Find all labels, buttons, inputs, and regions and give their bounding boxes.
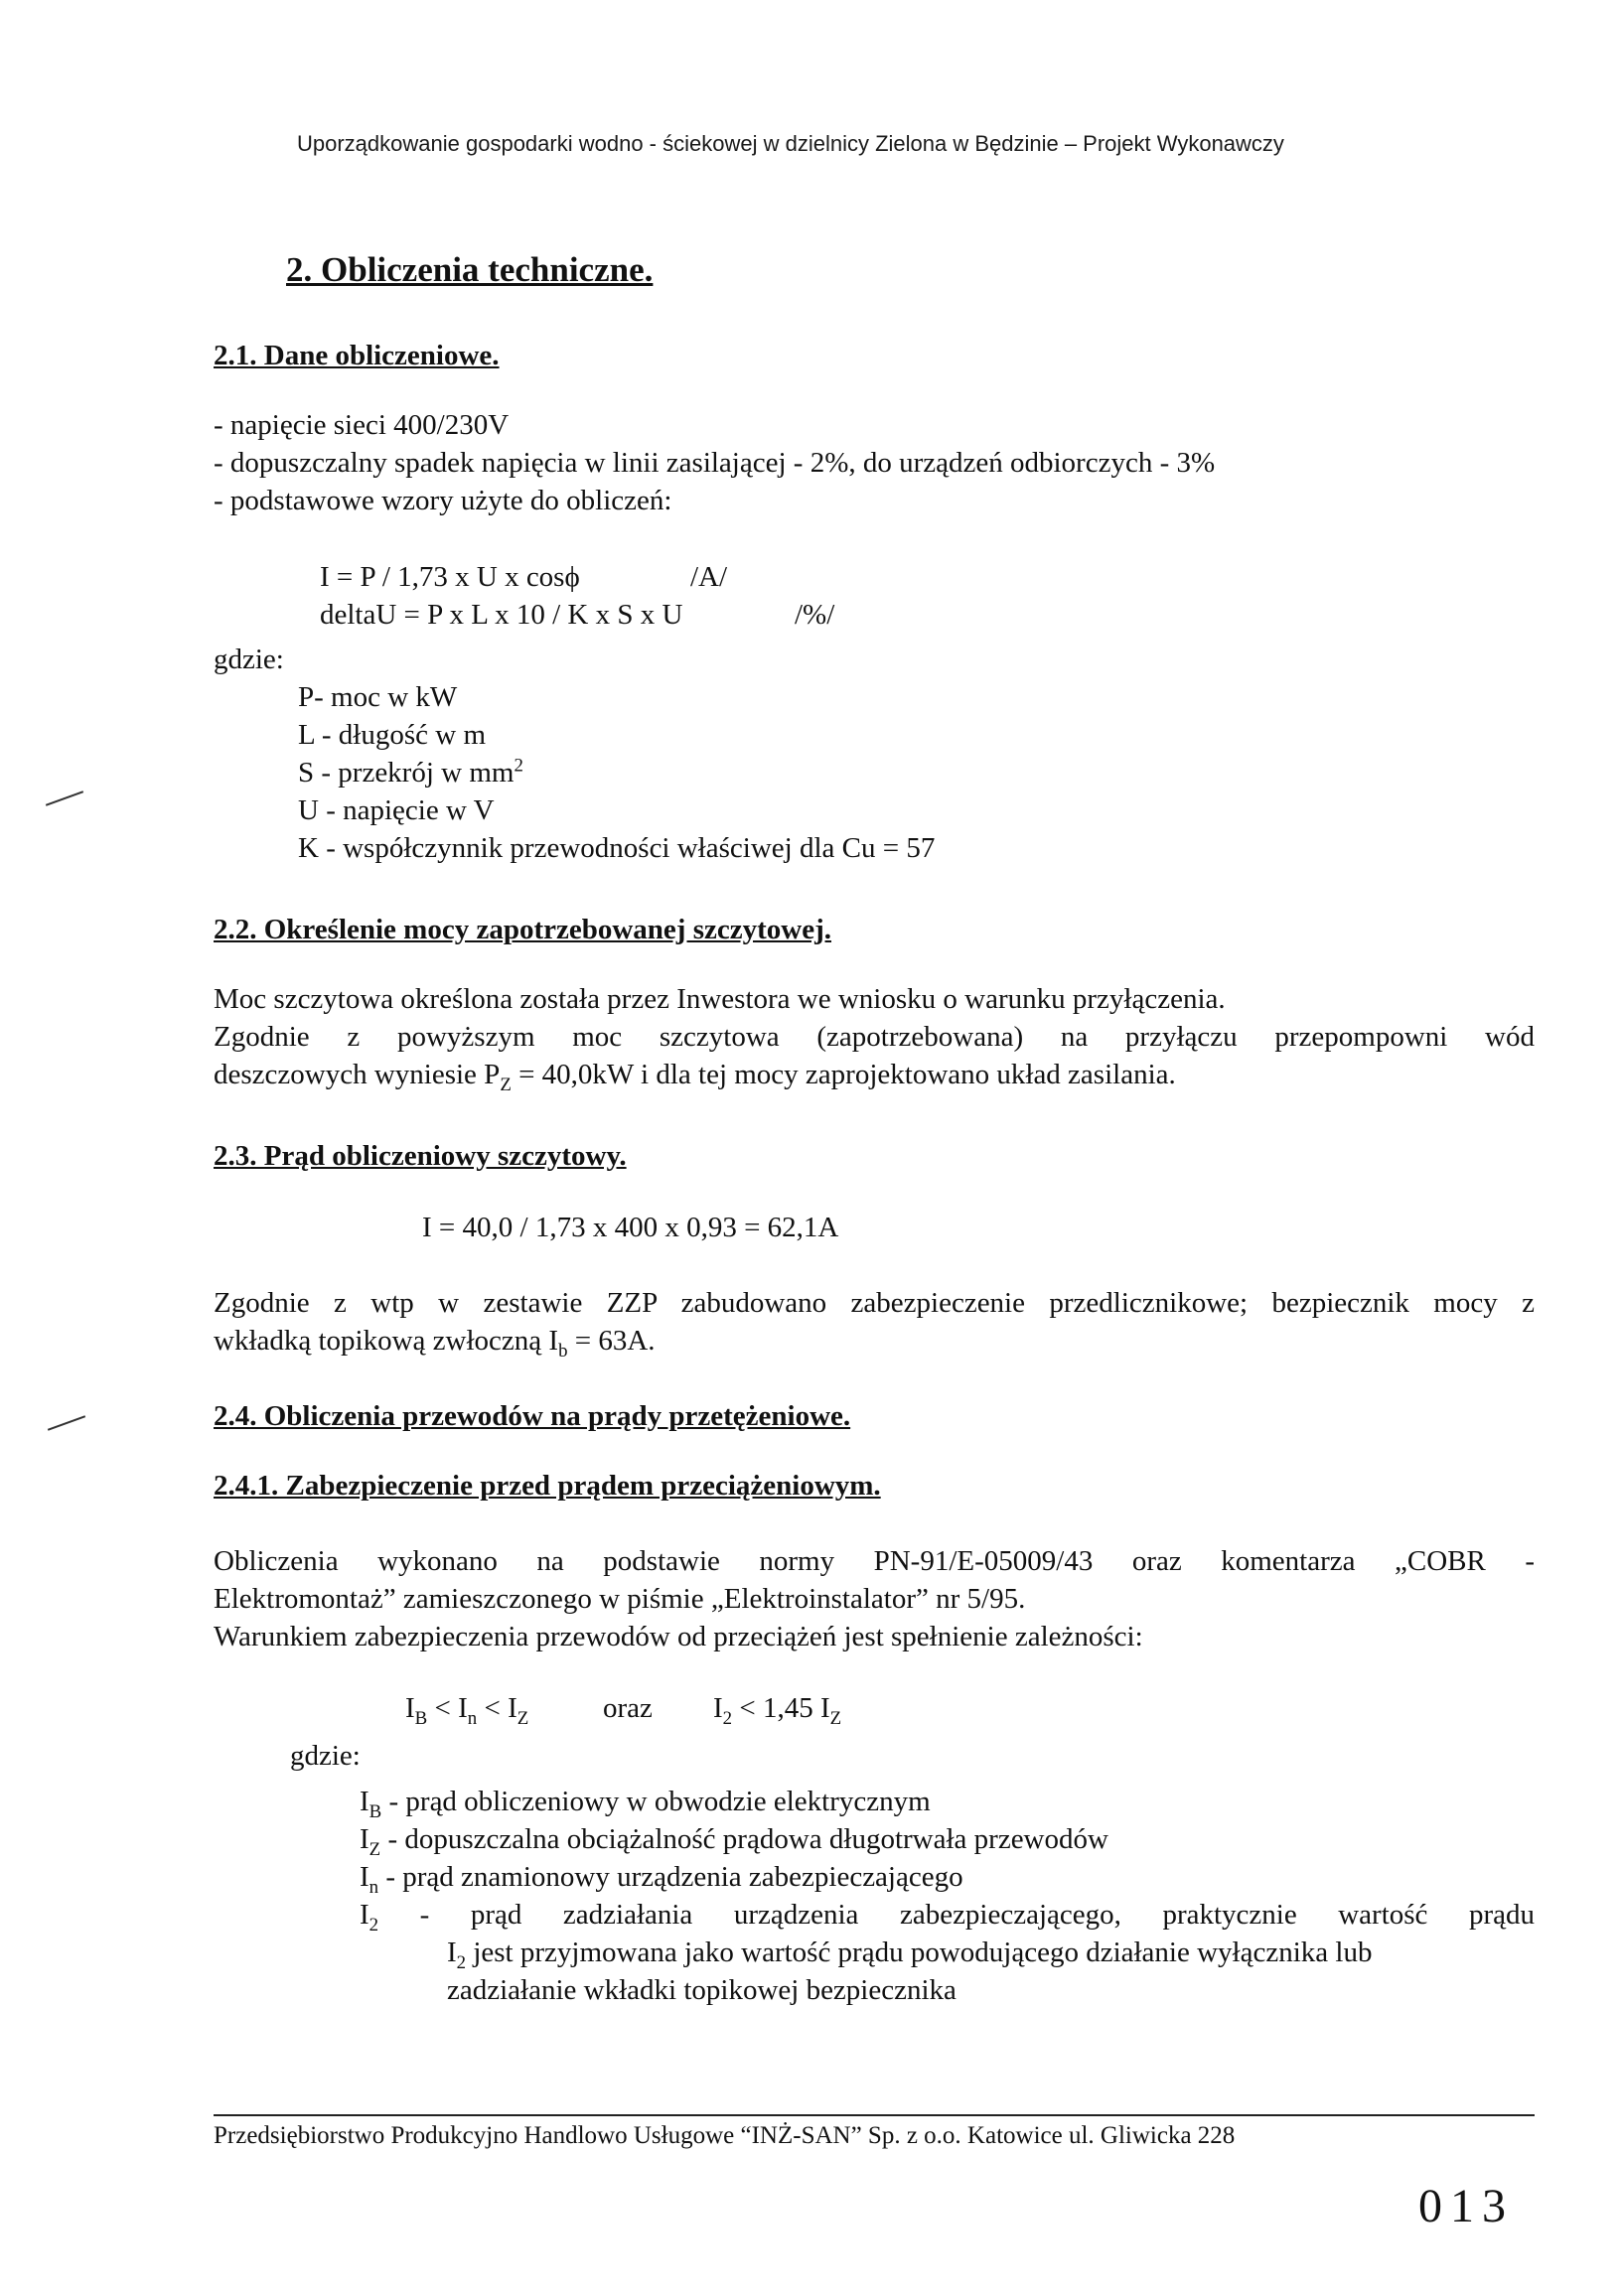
def-conductivity: K - współczynnik przewodności właściwej dla Cu = 57 bbox=[298, 832, 936, 864]
bullet-formulas: - podstawowe wzory użyte do obliczeń: bbox=[214, 485, 672, 516]
bullet-voltage-drop: - dopuszczalny spadek napięcia w linii zasilającej - 2%, do urządzeń odbiorczych - 3% bbox=[214, 447, 1216, 479]
formula-current: I = P / 1,73 x U x cosϕ bbox=[320, 561, 580, 593]
formula-peak-current: I = 40,0 / 1,73 x 400 x 0,93 = 62,1A bbox=[422, 1212, 839, 1243]
paragraph-line: wkładką topikową zwłoczną $I_b = 63A$. bbox=[214, 1325, 656, 1362]
def-cross-section: S - przekrój w $mm^2$ bbox=[298, 755, 523, 789]
def-tripping-current: $I_2$ - prąd zadziałania urządzenia zabezpieczającego, praktycznie wartość prądu bbox=[360, 1899, 1535, 1936]
paragraph-line: zadziałanie wkładki topikowej bezpiecznika bbox=[447, 1974, 957, 2006]
paragraph-line: Warunkiem zabezpieczenia przewodów od przeciążeń jest spełnienie zależności: bbox=[214, 1621, 1143, 1652]
page-number: 013 bbox=[1418, 2180, 1514, 2232]
formula-voltage-drop-unit: /%/ bbox=[795, 599, 835, 631]
def-power: P- moc w kW bbox=[298, 681, 458, 713]
margin-mark bbox=[46, 790, 83, 806]
paragraph-line: Zgodnie z powyższym moc szczytowa (zapotrzebowana) na przyłączu przepompowni wód bbox=[214, 1021, 1535, 1053]
paragraph-line: Moc szczytowa określona została przez Inwestora we wniosku o warunku przyłączenia. bbox=[214, 983, 1226, 1015]
paragraph-line: Zgodnie z wtp w zestawie ZZP zabudowano zabezpieczenie przedlicznikowe; bezpiecznik mocy z bbox=[214, 1287, 1535, 1319]
footer-company: Przedsiębiorstwo Produkcyjno Handlowo Usługowe “INŻ-SAN” Sp. z o.o. Katowice ul. Gliwicka 228 bbox=[214, 2122, 1236, 2149]
paragraph-line: Obliczenia wykonano na podstawie normy PN-91/E-05009/43 oraz komentarza „COBR - bbox=[214, 1545, 1535, 1577]
subsection-title-2-4: 2.4. Obliczenia przewodów na prądy przetężeniowe. bbox=[214, 1400, 851, 1432]
where-label: gdzie: bbox=[214, 644, 284, 675]
where-label: gdzie: bbox=[290, 1740, 361, 1772]
condition-and: oraz bbox=[603, 1692, 653, 1724]
condition-inequality: $I_B < I_n < I_Z$ bbox=[405, 1692, 529, 1729]
running-header: Uporządkowanie gospodarki wodno - ściekowej w dzielnicy Zielona w Będzinie – Projekt Wykonawczy bbox=[297, 131, 1284, 156]
subsection-title-2-4-1: 2.4.1. Zabezpieczenie przed prądem przeciążeniowym. bbox=[214, 1470, 881, 1502]
formula-voltage-drop: deltaU = P x L x 10 / K x S x U bbox=[320, 599, 683, 631]
paragraph-line: $I_2$ jest przyjmowana jako wartość prądu powodującego działanie wyłącznika lub bbox=[447, 1937, 1373, 1973]
def-rated-current: $I_n$ - prąd znamionowy urządzenia zabezpieczającego bbox=[360, 1861, 963, 1898]
paragraph-line: deszczowych wyniesie $P_Z = 40,0kW$ i dla tej mocy zaprojektowano układ zasilania. bbox=[214, 1059, 1176, 1095]
def-voltage: U - napięcie w V bbox=[298, 794, 495, 826]
def-length: L - długość w m bbox=[298, 719, 487, 751]
subsection-title-2-2: 2.2. Określenie mocy zapotrzebowanej szczytowej. bbox=[214, 914, 831, 945]
section-title: 2. Obliczenia techniczne. bbox=[286, 250, 654, 289]
formula-current-unit: /A/ bbox=[690, 561, 728, 593]
subsection-title-2-3: 2.3. Prąd obliczeniowy szczytowy. bbox=[214, 1140, 627, 1172]
condition-overload: $I_2 < 1,45$ $I_Z$ bbox=[713, 1692, 842, 1729]
def-design-current: $I_B$ - prąd obliczeniowy w obwodzie elektrycznym bbox=[360, 1786, 931, 1822]
paragraph-line: Elektromontaż” zamieszczonego w piśmie „Elektroinstalator” nr 5/95. bbox=[214, 1583, 1026, 1615]
footer-divider bbox=[214, 2114, 1535, 2116]
def-ampacity: $I_Z$ - dopuszczalna obciążalność prądowa długotrwała przewodów bbox=[360, 1823, 1108, 1860]
margin-mark bbox=[48, 1415, 85, 1431]
subsection-title-2-1: 2.1. Dane obliczeniowe. bbox=[214, 340, 500, 371]
bullet-voltage: - napięcie sieci 400/230V bbox=[214, 409, 510, 441]
